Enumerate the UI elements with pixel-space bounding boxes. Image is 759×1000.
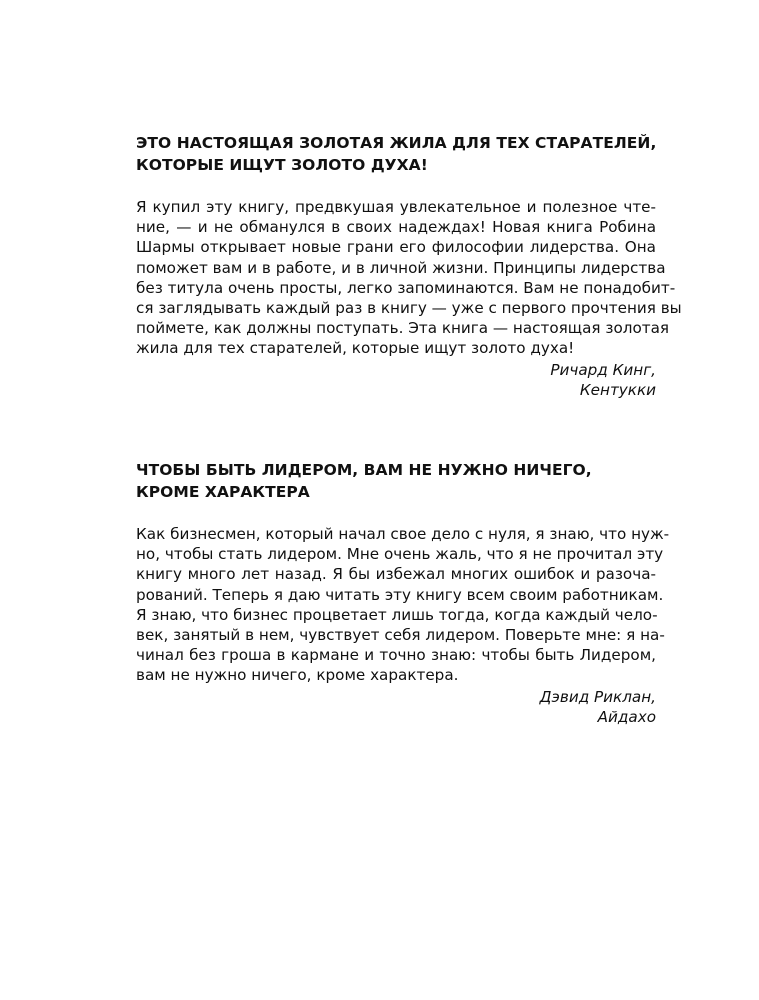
body-line: Я купил эту книгу, предвкушая увлекательное и полезное чте- xyxy=(136,198,656,216)
heading-line: ЧТОБЫ БЫТЬ ЛИДЕРОМ, ВАМ НЕ НУЖНО НИЧЕГО, xyxy=(136,461,592,479)
body-line: рований. Теперь я даю читать эту книгу всем своим работникам. xyxy=(136,585,664,604)
heading-line: КОТОРЫЕ ИЩУТ ЗОЛОТО ДУХА! xyxy=(136,156,428,174)
heading-line: ЭТО НАСТОЯЩАЯ ЗОЛОТАЯ ЖИЛА ДЛЯ ТЕХ СТАРАТЕЛЕЙ, xyxy=(136,134,657,152)
body-line: Как бизнесмен, который начал свое дело с нуля, я знаю, что нуж- xyxy=(136,525,670,543)
review-author xyxy=(136,360,656,401)
review-riklan xyxy=(136,459,670,728)
body-line: книгу много лет назад. Я бы избежал многих ошибок и разоча- xyxy=(136,565,656,584)
body-line: без титула очень просты, легко запоминаются. Вам не понадобит- xyxy=(136,278,676,297)
heading-line: КРОМЕ ХАРАКТЕРА xyxy=(136,483,310,501)
author-place: Айдахо xyxy=(597,708,656,727)
body-line: чинал без гроша в кармане и точно знаю: чтобы быть Лидером, xyxy=(136,646,656,665)
body-line: Шармы открывает новые грани его философии лидерства. Она xyxy=(136,238,656,257)
author-name: Дэвид Риклан, xyxy=(539,687,656,706)
review-heading xyxy=(136,459,656,503)
review-author xyxy=(136,687,656,728)
review-heading xyxy=(136,132,656,176)
review-body xyxy=(136,197,682,359)
review-body xyxy=(136,524,670,686)
body-line: ся заглядывать каждый раз в книгу — уже с первого прочтения вы xyxy=(136,299,682,318)
body-line: вам не нужно ничего, кроме характера. xyxy=(136,666,459,685)
author-name: Ричард Кинг, xyxy=(550,360,656,379)
body-line: поможет вам и в работе, и в личной жизни. Принципы лидерства xyxy=(136,258,666,277)
body-line: ние, — и не обманулся в своих надеждах! Новая книга Робина xyxy=(136,218,656,237)
review-king xyxy=(136,132,682,401)
body-line: поймете, как должны поступать. Эта книга — настоящая золотая xyxy=(136,319,670,338)
body-line: Я знаю, что бизнес процветает лишь тогда, когда каждый чело- xyxy=(136,605,658,624)
body-line: но, чтобы стать лидером. Мне очень жаль, что я не прочитал эту xyxy=(136,545,664,564)
author-place: Кентукки xyxy=(579,381,656,400)
body-line: век, занятый в нем, чувствует себя лидером. Поверьте мне: я на- xyxy=(136,626,665,645)
body-line: жила для тех старателей, которые ищут золото духа! xyxy=(136,339,575,358)
